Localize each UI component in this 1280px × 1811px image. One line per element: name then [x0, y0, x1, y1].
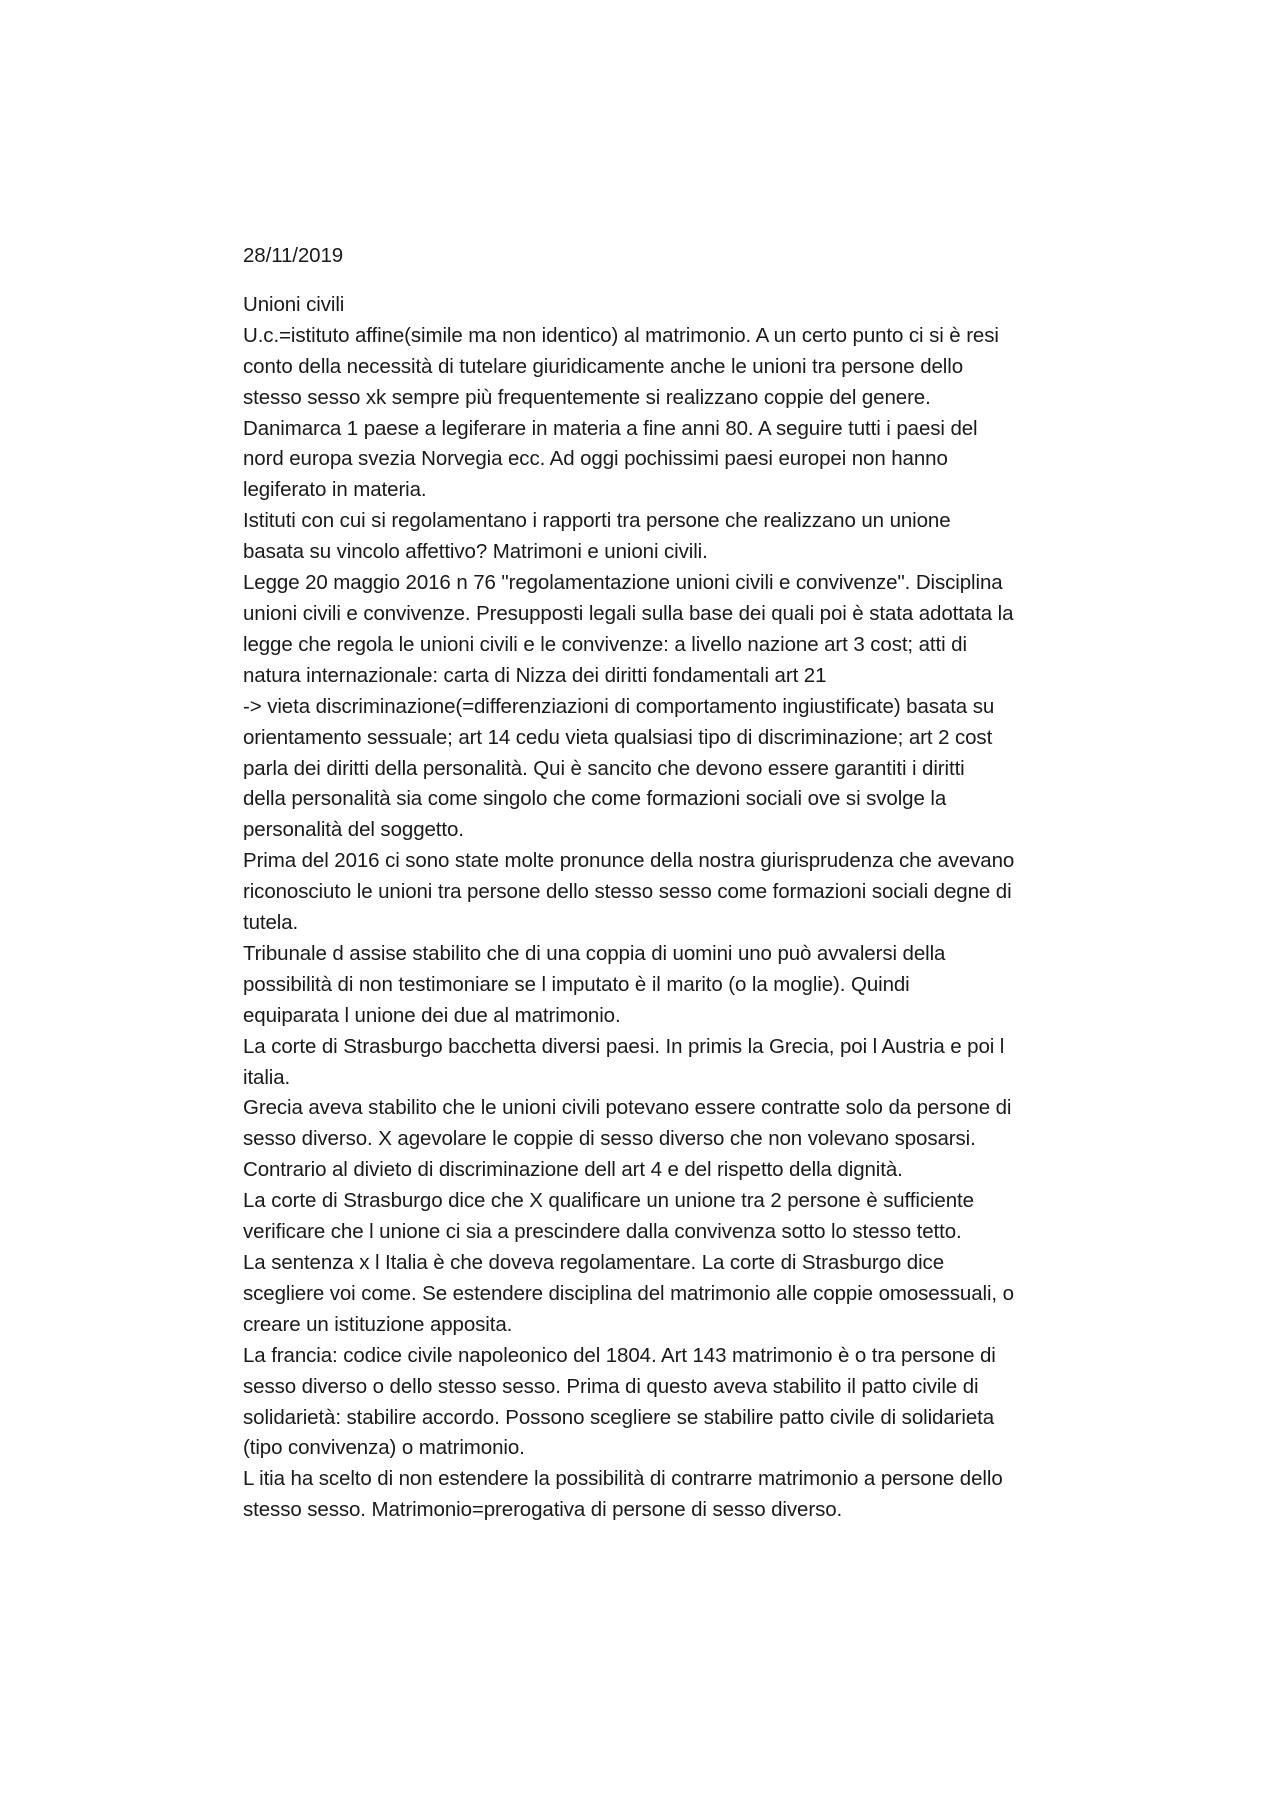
- text-line: L itia ha scelto di non estendere la possibilità di contrarre matrimonio a persone dello: [243, 1467, 1003, 1491]
- text-line: orientamento sessuale; art 14 cedu vieta qualsiasi tipo di discriminazione; art 2 cost: [243, 725, 993, 749]
- text-line: conto della necessità di tutelare giuridicamente anche le unioni tra persone dello: [243, 354, 964, 378]
- text-line: natura internazionale: carta di Nizza dei diritti fondamentali art 21: [243, 663, 827, 687]
- text-line: nord europa svezia Norvegia ecc. Ad oggi pochissimi paesi europei non hanno: [243, 447, 948, 471]
- text-line: italia.: [243, 1065, 291, 1089]
- text-line: Grecia aveva stabilito che le unioni civili potevano essere contratte solo da persone di: [243, 1096, 1012, 1120]
- text-line: verificare che l unione ci sia a prescindere dalla convivenza sotto lo stesso tetto.: [243, 1220, 962, 1244]
- document-date: 28/11/2019: [243, 244, 344, 267]
- text-line: tutela.: [243, 911, 299, 935]
- text-line: parla dei diritti della personalità. Qui è sancito che devono essere garantiti i diritti: [243, 756, 965, 780]
- text-line: riconosciuto le unioni tra persone dello stesso sesso come formazioni sociali degne di: [243, 880, 1012, 904]
- text-line: La corte di Strasburgo bacchetta diversi paesi. In primis la Grecia, poi l Austria e poi l: [243, 1034, 1005, 1058]
- text-line: solidarietà: stabilire accordo. Possono scegliere se stabilire patto civile di solidarieta: [243, 1405, 995, 1429]
- text-line: stesso sesso. Matrimonio=prerogativa di persone di sesso diverso.: [243, 1498, 843, 1522]
- text-line: possibilità di non testimoniare se l imputato è il marito (o la moglie). Quindi: [243, 972, 910, 996]
- text-line: legge che regola le unioni civili e le convivenze: a livello nazione art 3 cost; atti di: [243, 632, 967, 656]
- text-line: U.c.=istituto affine(simile ma non identico) al matrimonio. A un certo punto ci si è resi: [243, 323, 999, 347]
- text-line: scegliere voi come. Se estendere disciplina del matrimonio alle coppie omosessuali, o: [243, 1281, 1014, 1305]
- text-line: Tribunale d assise stabilito che di una coppia di uomini uno può avvalersi della: [243, 941, 946, 965]
- document-text: [243, 290, 1073, 1526]
- text-line: La corte di Strasburgo dice che X qualificare un unione tra 2 persone è sufficiente: [243, 1189, 974, 1213]
- text-line: legiferato in materia.: [243, 478, 427, 502]
- text-line: basata su vincolo affettivo? Matrimoni e unioni civili.: [243, 540, 708, 564]
- text-line: stesso sesso xk sempre più frequentemente si realizzano coppie del genere.: [243, 385, 931, 409]
- text-line: Contrario al divieto di discriminazione dell art 4 e del rispetto della dignità.: [243, 1158, 903, 1182]
- text-line: -> vieta discriminazione(=differenziazioni di comportamento ingiustificate) basata su: [243, 694, 995, 718]
- text-line: (tipo convivenza) o matrimonio.: [243, 1436, 525, 1460]
- text-line: sesso diverso o dello stesso sesso. Prima di questo aveva stabilito il patto civile di: [243, 1374, 979, 1398]
- text-line: personalità del soggetto.: [243, 818, 464, 842]
- text-line: La sentenza x l Italia è che doveva regolamentare. La corte di Strasburgo dice: [243, 1251, 945, 1274]
- text-line: La francia: codice civile napoleonico del 1804. Art 143 matrimonio è o tra persone di: [243, 1343, 996, 1367]
- text-line: equiparata l unione dei due al matrimonio.: [243, 1003, 621, 1027]
- text-line: Unioni civili: [243, 292, 345, 316]
- text-line: sesso diverso. X agevolare le coppie di sesso diverso che non volevano sposarsi.: [243, 1127, 976, 1151]
- text-line: creare un istituzione apposita.: [243, 1312, 513, 1336]
- text-line: Istituti con cui si regolamentano i rapporti tra persone che realizzano un unione: [243, 509, 951, 533]
- text-line: Legge 20 maggio 2016 n 76 "regolamentazione unioni civili e convivenze". Disciplina: [243, 571, 1003, 595]
- text-line: unioni civili e convivenze. Presupposti legali sulla base dei quali poi è stata adottata la: [243, 601, 1014, 625]
- text-line: Prima del 2016 ci sono state molte pronunce della nostra giurisprudenza che avevano: [243, 849, 1015, 873]
- document-body: [243, 241, 1073, 1526]
- text-line: Danimarca 1 paese a legiferare in materia a fine anni 80. A seguire tutti i paesi del: [243, 416, 978, 440]
- text-line: della personalità sia come singolo che come formazioni sociali ove si svolge la: [243, 787, 947, 811]
